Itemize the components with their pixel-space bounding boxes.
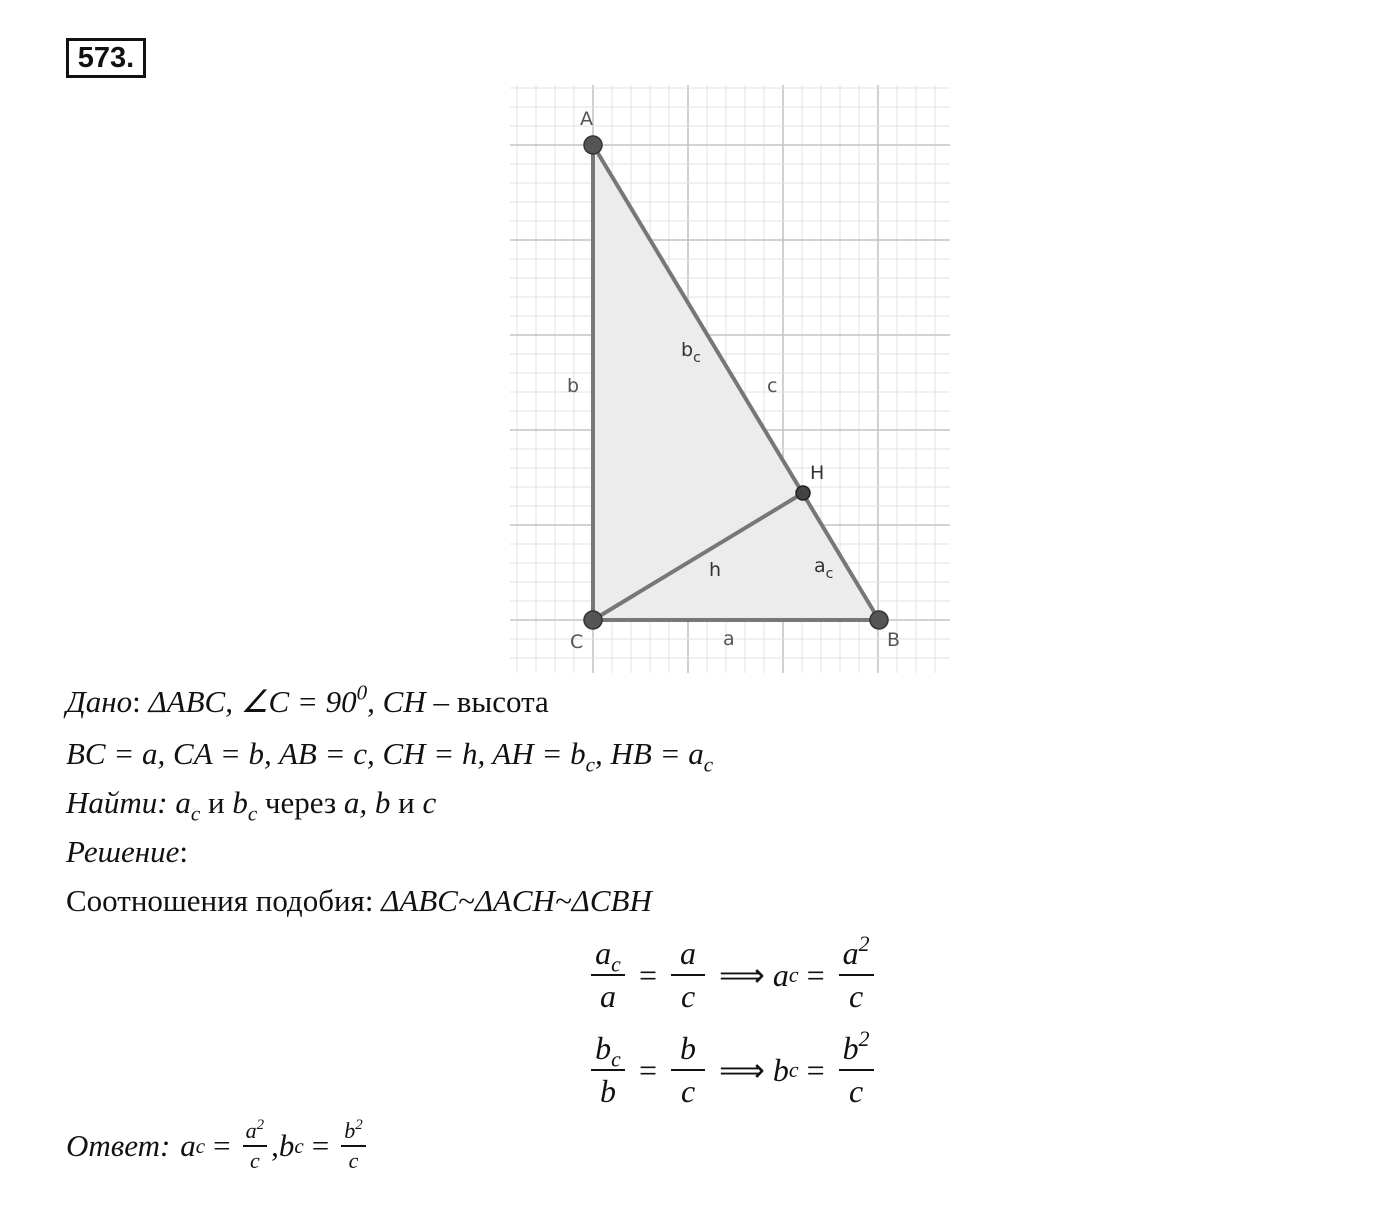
answer-fraction-a	[243, 1118, 267, 1174]
find-label: Найти	[66, 785, 158, 820]
eq-a-left-num-sub: c	[611, 952, 621, 977]
label-side-a: a	[723, 628, 735, 650]
definitions-line	[66, 736, 714, 777]
label-c-vertex: C	[570, 631, 584, 653]
eq-b-result-den: c	[848, 1073, 864, 1109]
eq-b-right-den: c	[680, 1073, 696, 1109]
answer-var-b: b	[278, 1128, 295, 1163]
eq-b-right-fraction	[671, 1030, 705, 1110]
eq-a-left-den: a	[600, 978, 616, 1014]
eq-b-left-den: b	[600, 1073, 616, 1109]
eq-b-left-num: b	[595, 1030, 612, 1066]
eq-b-result-fraction	[839, 1026, 874, 1110]
solution-label: Решение	[66, 834, 180, 869]
given-degree: 0	[356, 680, 368, 705]
eq-b-result-num: b	[842, 1030, 859, 1066]
find-line	[66, 785, 437, 826]
eq-a-right-den: c	[680, 978, 696, 1014]
answer-a-sup: 2	[256, 1117, 265, 1134]
eq-a-left-num: a	[595, 935, 612, 971]
eq-b-equals: =	[639, 1051, 658, 1088]
point-c[interactable]	[584, 611, 602, 629]
find-via: через	[257, 785, 344, 820]
solution-colon: :	[179, 834, 188, 869]
label-h-vertex: H	[810, 462, 825, 484]
find-and1: и	[200, 785, 233, 820]
answer-b-den: c	[348, 1148, 359, 1173]
eq-a-result-fraction	[839, 931, 874, 1015]
answer-equals-1: =	[213, 1128, 231, 1163]
given-dash: – высота	[425, 684, 549, 719]
eq-a-implies: ⟹	[719, 957, 765, 993]
equation-b: $\frac{b_c}{b}$ = $\frac{b}{c}$ ⟹ b c = $\frac{b^2}{c}$	[585, 1030, 880, 1110]
find-p2: b	[232, 785, 248, 820]
answer-label: Ответ:	[66, 1128, 171, 1163]
given-line	[66, 680, 549, 720]
eq-a-left-fraction	[591, 935, 625, 1015]
eq-a-var: a	[772, 956, 789, 993]
answer-equals-2: =	[311, 1128, 330, 1163]
given-altitude: , CH	[367, 684, 426, 719]
point-b[interactable]	[870, 611, 888, 629]
definitions-sub1: c	[585, 752, 596, 777]
given-triangle: ΔABC	[148, 684, 226, 719]
similarity-text: Соотношения подобия:	[66, 883, 382, 918]
answer-line: Ответ: a c = $\frac{a^2}{c}$ , b c = $\frac{b^2}{c}$	[66, 1118, 370, 1174]
label-side-ac: $a_c$	[814, 555, 834, 582]
eq-b-var: b	[772, 1051, 789, 1088]
answer-b-num: b	[344, 1118, 356, 1143]
similarity-line	[66, 883, 652, 919]
label-side-h: h	[709, 559, 722, 581]
answer-separator: ,	[271, 1128, 279, 1163]
equation-a: $\frac{a_c}{a}$ = $\frac{a}{c}$ ⟹ a c = $\frac{a^2}{c}$	[585, 935, 880, 1015]
eq-a-result-sup: 2	[858, 931, 870, 956]
given-colon: :	[132, 684, 149, 719]
point-h[interactable]	[796, 486, 810, 500]
definitions-sub2: c	[703, 752, 714, 777]
eq-a-equals-2: =	[806, 956, 825, 993]
triangle-figure	[510, 85, 955, 677]
find-p4: c	[422, 785, 437, 820]
eq-a-result-den: c	[848, 978, 864, 1014]
solution-line	[66, 834, 188, 870]
label-side-c: c	[767, 375, 778, 397]
answer-fraction-b	[341, 1118, 365, 1174]
label-a-vertex: A	[580, 108, 593, 130]
find-s1: c	[190, 801, 201, 826]
answer-a-num: a	[245, 1118, 257, 1143]
given-label: Дано	[66, 684, 133, 719]
eq-b-left-num-sub: c	[611, 1047, 621, 1072]
eq-a-result-num: a	[842, 935, 859, 971]
eq-b-left-fraction	[591, 1030, 625, 1110]
label-b-vertex: B	[887, 629, 901, 651]
label-side-bc: $b_c$	[681, 339, 701, 366]
label-side-b: b	[567, 375, 580, 397]
eq-b-equals-2: =	[806, 1051, 825, 1088]
eq-a-right-num: a	[671, 935, 705, 976]
find-p3: a, b	[343, 785, 391, 820]
eq-b-result-sup: 2	[858, 1026, 870, 1051]
problem-number: 573.	[66, 38, 146, 78]
find-s2: c	[247, 801, 258, 826]
definitions-part1: BC = a, CA = b, AB = c, CH = h, AH = b	[66, 736, 586, 771]
answer-var-a: a	[180, 1128, 196, 1163]
given-angle: , ∠C = 90	[225, 684, 357, 719]
eq-b-right-num: b	[671, 1030, 705, 1071]
find-p1: : a	[157, 785, 191, 820]
find-and2: и	[390, 785, 423, 820]
answer-a-den: c	[250, 1148, 260, 1173]
eq-a-right-fraction	[671, 935, 705, 1015]
answer-b-sup: 2	[355, 1117, 363, 1134]
similarity-expr: ΔABC~ΔACH~ΔCBH	[381, 883, 652, 918]
eq-a-equals: =	[639, 956, 658, 993]
point-a[interactable]	[584, 136, 602, 154]
eq-b-implies: ⟹	[719, 1052, 765, 1088]
definitions-part2: , HB = a	[595, 736, 704, 771]
